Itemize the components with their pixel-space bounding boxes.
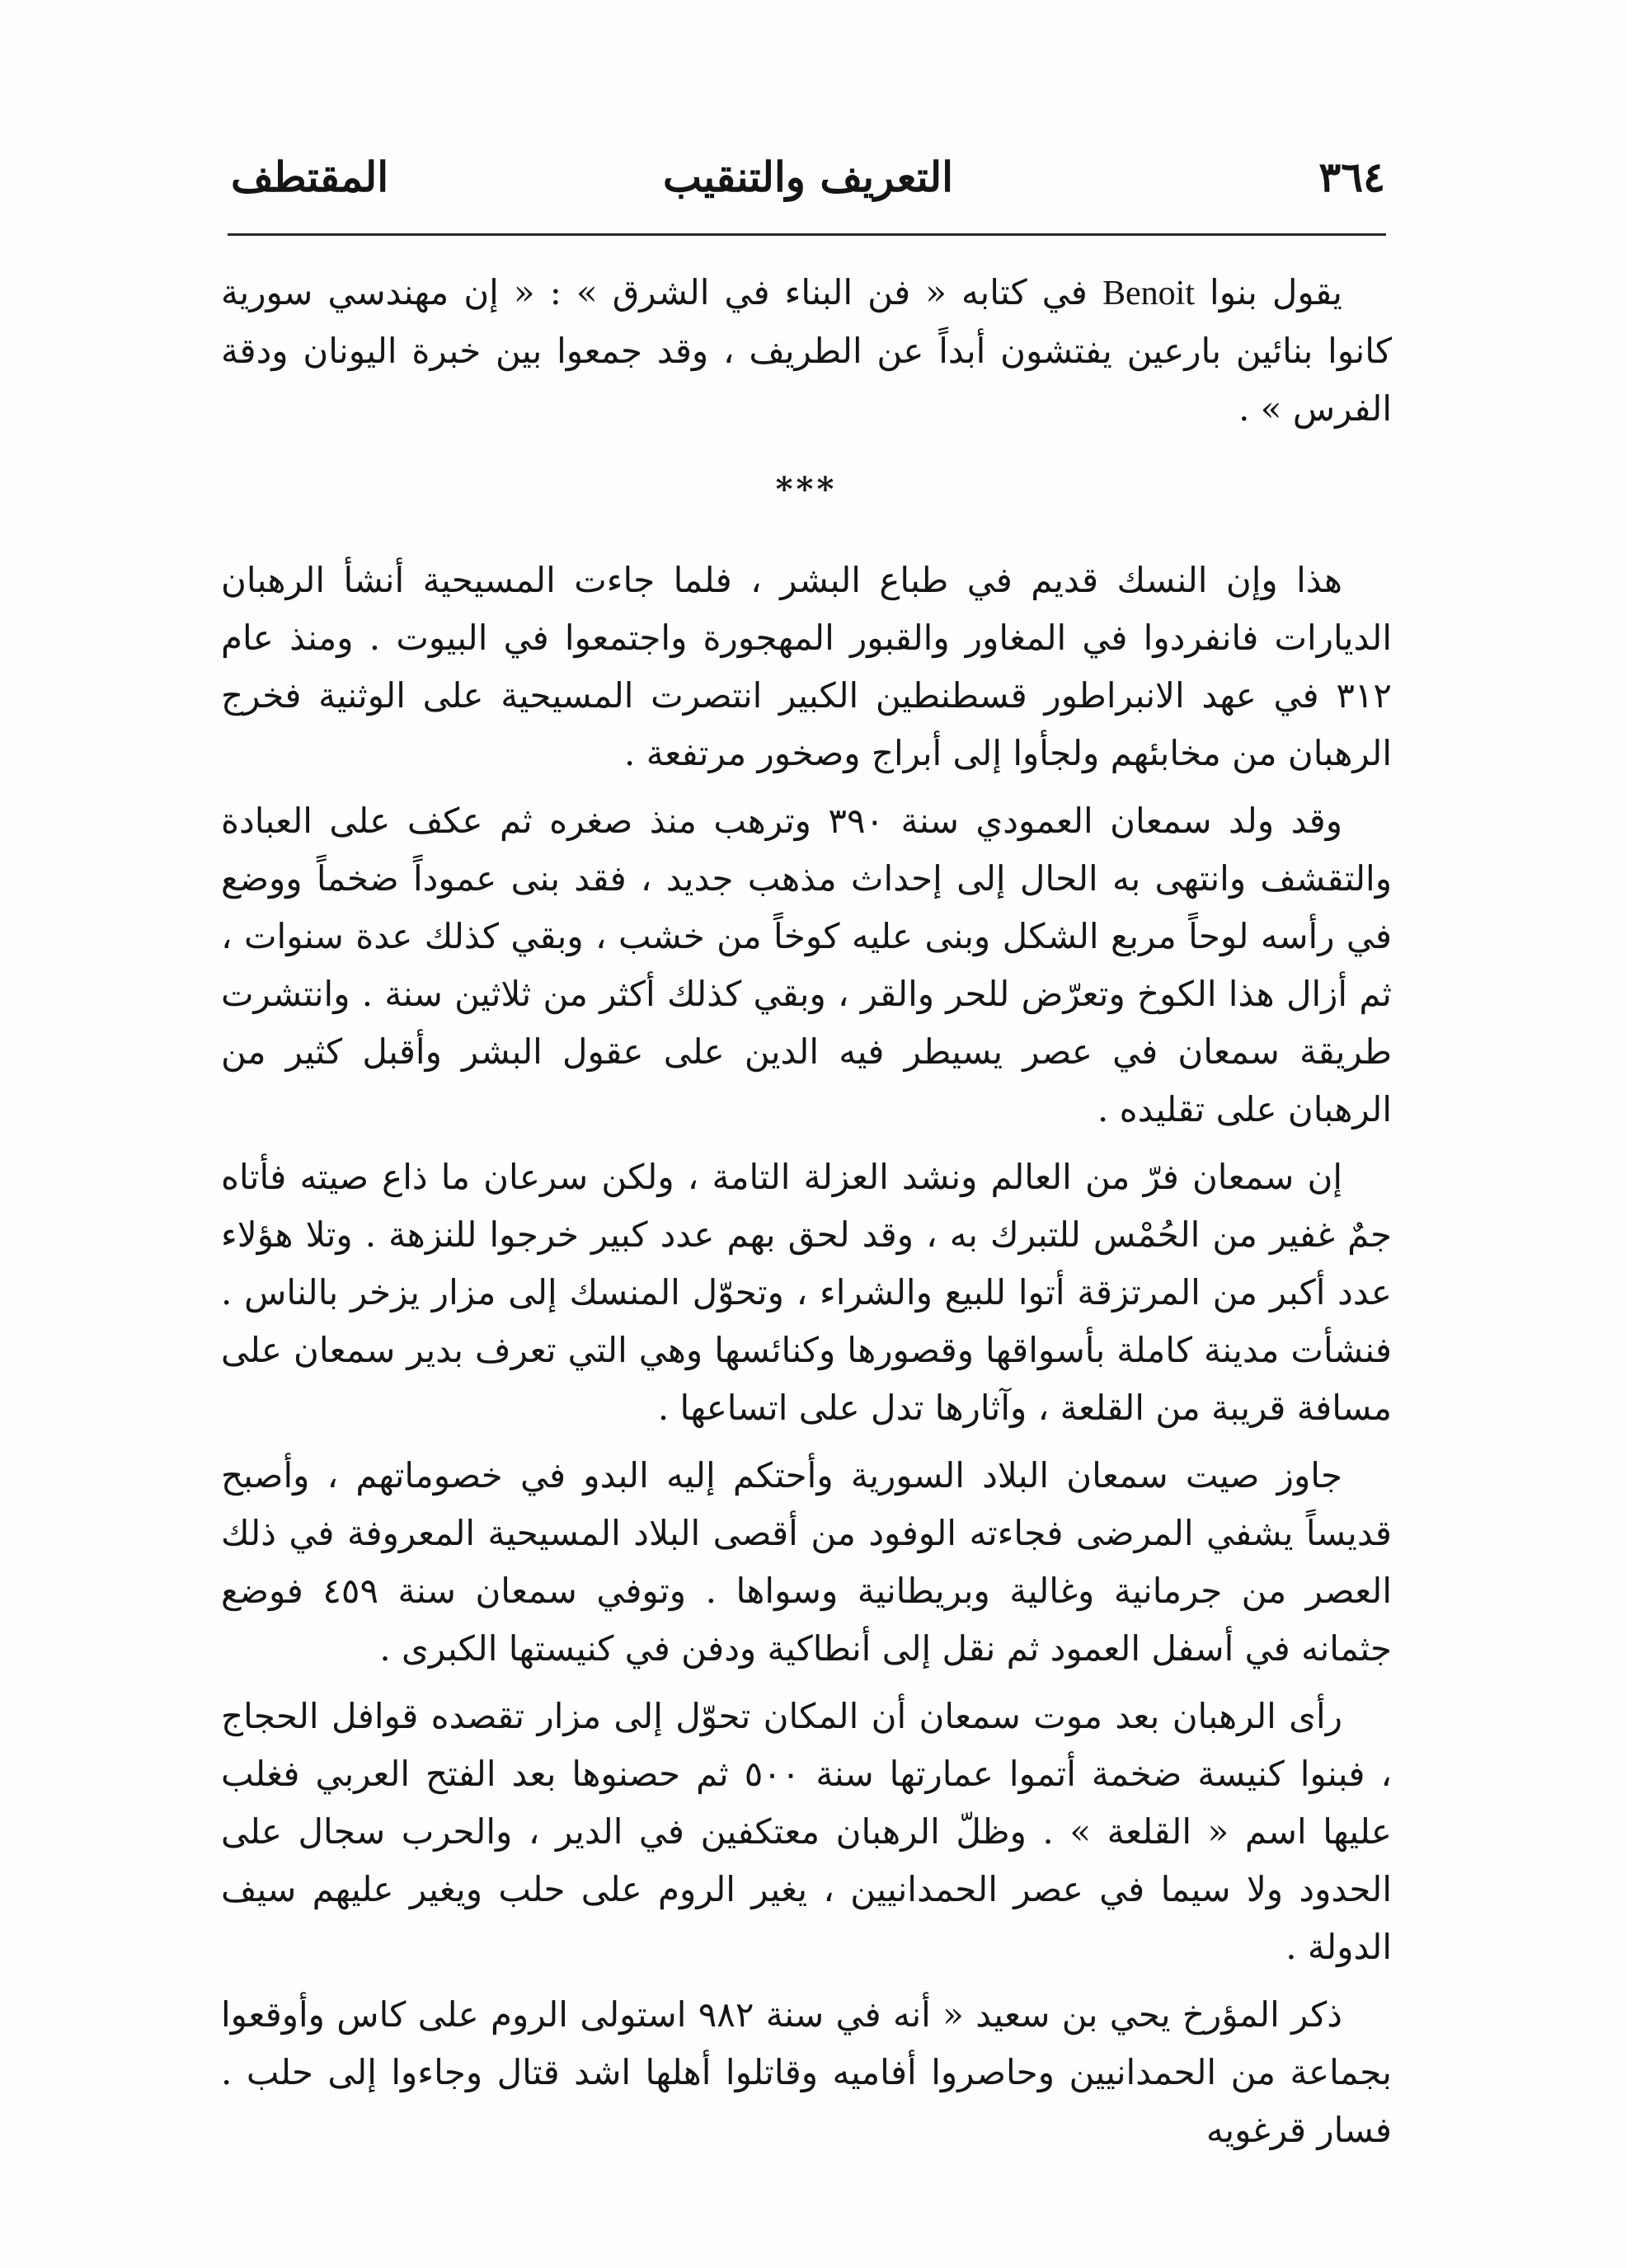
paragraph-3: إن سمعان فرّ من العالم ونشد العزلة التامة ، ولكن سرعان ما ذاع صيته فأتاه جمٌ غفير من الحُمْس للتبرك به ، وقد لحق بهم عدد كبير خرجوا للنزهة . وتلا هؤلاء عدد أكبر من المرتزقة أتوا للبيع والشراء ، وتحوّل المنسك إلى مزار يزخر بالناس . فنشأت مدينة كاملة بأسواقها وقصورها وكنائسها وهي التي تعرف بدير سمعان على مسافة قريبة من القلعة ، وآثارها تدل على اتساعها . (221, 1157, 1392, 1428)
paragraph-4: جاوز صيت سمعان البلاد السورية وأحتكم إليه البدو في خصوماتهم ، وأصبح قديساً يشفي المرضى فجاءته الوفود من أقصى البلاد المسيحية المعروفة في ذلك العصر من جرمانية وغالية وبريطانية وسواها . وتوفي سمعان سنة ٤٥٩ فوضع جثمانه في أسفل العمود ثم نقل إلى أنطاكية ودفن في كنيستها الكبرى . (221, 1455, 1392, 1669)
paragraph-1: هذا وإن النسك قديم في طباع البشر ، فلما جاءت المسيحية أنشأ الرهبان الديارات فانفردوا في المغاور والقبور المهجورة واجتمعوا في البيوت . ومنذ عام ٣١٢ في عهد الانبراطور قسطنطين الكبير انتصرت المسيحية على الوثنية فخرج الرهبان من مخابئهم ولجأوا إلى أبراج وصخور مرتفعة . (221, 560, 1392, 773)
quote-intro: يقول بنوا (1210, 272, 1342, 312)
latin-name: Benoit (1102, 275, 1195, 312)
page-number: ٣٦٤ (1318, 153, 1385, 201)
journal-name: المقتطف (231, 153, 389, 201)
paragraph-5: رأى الرهبان بعد موت سمعان أن المكان تحوّل إلى مزار تقصده قوافل الحجاج ، فبنوا كنيسة ضخمة أتموا عمارتها سنة ٥٠٠ ثم حصنوها بعد الفتح العربي فغلب عليها اسم « القلعة » . وظلّ الرهبان معتكفين في الدير ، والحرب سجال على الحدود ولا سيما في عصر الحمدانيين ، يغير الروم على حلب ويغير عليهم سيف الدولة . (221, 1696, 1392, 1967)
quote-text: في كتابه « فن البناء في الشرق » : « إن مهندسي سورية كانوا بنائين بارعين يفتشون أبداً عن الطريف ، وقد جمعوا بين خبرة اليونان ودقة الفرس » . (221, 272, 1392, 429)
quote-paragraph (221, 264, 1392, 438)
page-header (231, 153, 1385, 218)
header-rule (228, 233, 1386, 236)
running-title: التعريف والتنقيب (663, 153, 953, 201)
body-text (221, 264, 1392, 2169)
paragraph-6: ذكر المؤرخ يحي بن سعيد « أنه في سنة ٩٨٢ استولى الروم على كاس وأوقعوا بجماعة من الحمدانيين وحاصروا أفاميه وقاتلوا أهلها اشد قتال وجاءوا إلى حلب . فسار قرغويه (221, 1994, 1392, 2150)
section-separator: *** (775, 470, 838, 509)
paragraph-2: وقد ولد سمعان العمودي سنة ٣٩٠ وترهب منذ صغره ثم عكف على العبادة والتقشف وانتهى به الحال إلى إحداث مذهب جديد ، فقد بنى عموداً ضخماً ووضع في رأسه لوحاً مربع الشكل وبنى عليه كوخاً من خشب ، وبقي كذلك عدة سنوات ، ثم أزال هذا الكوخ وتعرّض للحر والقر ، وبقي كذلك أكثر من ثلاثين سنة . وانتشرت طريقة سمعان في عصر يسيطر فيه الدين على عقول البشر وأقبل كثير من الرهبان على تقليده . (221, 801, 1392, 1129)
